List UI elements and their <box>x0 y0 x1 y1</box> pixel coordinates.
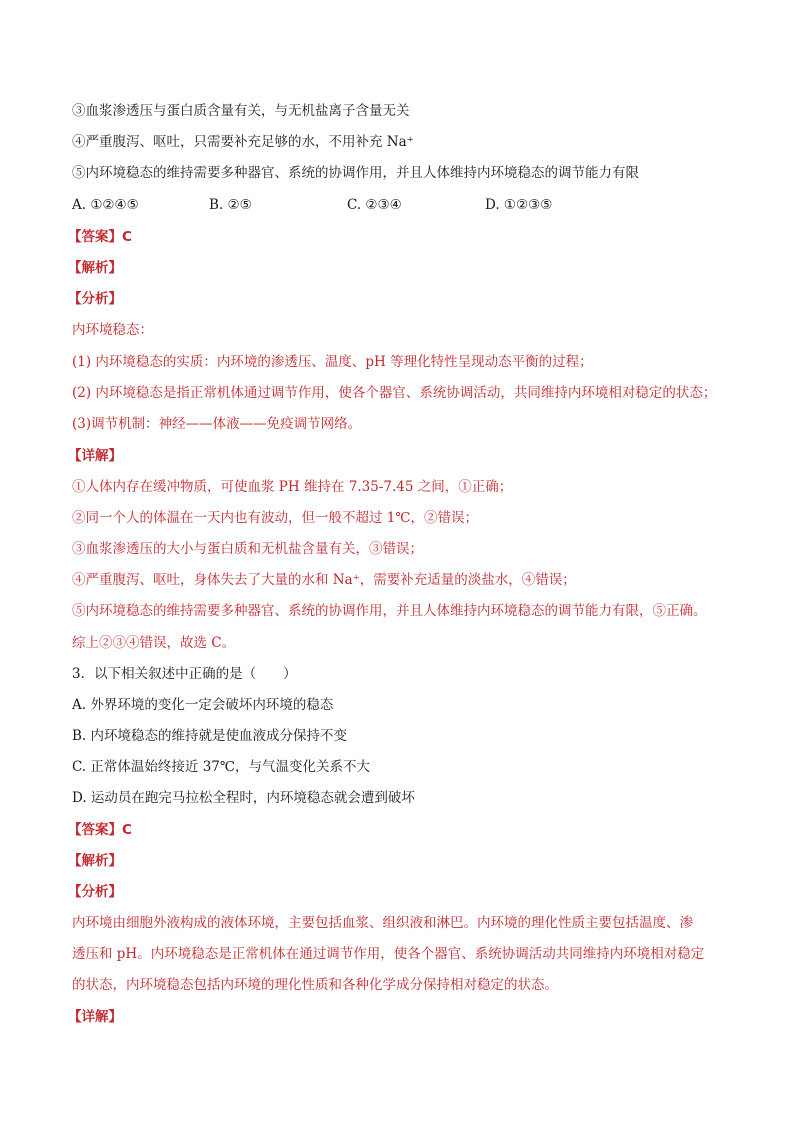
option-c: C. ②③④ <box>347 197 402 213</box>
q3-option-d: D. 运动员在跑完马拉松全程时，内环境稳态就会遭到破坏 <box>72 790 415 806</box>
q3-analysis-line-2: 透压和 pH。内环境稳态是正常机体在通过调节作用，使各个器官、系统协调活动共同维持内环境相对稳定 <box>72 946 705 962</box>
jiexi-label: 【解析】 <box>68 260 122 276</box>
analysis-line-2: (2) 内环境稳态是指正常机体通过调节作用，使各个器官、系统协调活动，共同维持内环境相对稳定的状态； <box>72 385 717 401</box>
detail-line-5: ⑤内环境稳态的维持需要多种器官、系统的协调作用，并且人体维持内环境稳态的调节能力有限，⑤正确。 <box>72 603 707 619</box>
detail-line-1: ①人体内存在缓冲物质，可使血浆 PH 维持在 7.35-7.45 之间，①正确； <box>72 479 513 495</box>
statement-4: ④严重腹泻、呕吐，只需要补充足够的水，不用补充 Na⁺ <box>72 134 414 150</box>
option-b: B. ②⑤ <box>209 197 252 213</box>
q3-option-b: B. 内环境稳态的维持就是使血液成分保持不变 <box>72 728 348 744</box>
question-3-stem: 3．以下相关叙述中正确的是（ ） <box>72 666 297 682</box>
q3-analysis-line-1: 内环境由细胞外液构成的液体环境，主要包括血浆、组织液和淋巴。内环境的理化性质主要包括温度、渗 <box>72 915 693 931</box>
analysis-line-1: (1) 内环境稳态的实质：内环境的渗透压、温度、pH 等理化特性呈现动态平衡的过程； <box>72 354 593 370</box>
q3-answer-label: 【答案】C <box>68 822 132 838</box>
detail-line-3: ③血浆渗透压的大小与蛋白质和无机盐含量有关，③错误； <box>72 541 423 557</box>
answer-label: 【答案】C <box>68 229 132 245</box>
detail-line-2: ②同一个人的体温在一天内也有波动，但一般不超过 1℃，②错误； <box>72 510 478 526</box>
option-d: D. ①②③⑤ <box>485 197 553 213</box>
statement-5: ⑤内环境稳态的维持需要多种器官、系统的协调作用，并且人体维持内环境稳态的调节能力有限 <box>72 165 639 181</box>
q3-jiexi-label: 【解析】 <box>68 853 122 869</box>
fenxi-label: 【分析】 <box>68 291 122 307</box>
xiangjie-label: 【详解】 <box>68 448 122 464</box>
summary-line: 综上②③④错误，故选 C。 <box>72 635 236 651</box>
option-a: A. ①②④⑤ <box>72 197 139 213</box>
q3-fenxi-label: 【分析】 <box>68 884 122 900</box>
analysis-line-3: (3)调节机制：神经——体液——免疫调节网络。 <box>72 416 362 432</box>
q3-option-c: C. 正常体温始终接近 37℃，与气温变化关系不大 <box>72 759 371 775</box>
q3-xiangjie-label: 【详解】 <box>68 1009 122 1025</box>
detail-line-4: ④严重腹泻、呕吐，身体失去了大量的水和 Na⁺，需要补充适量的淡盐水，④错误； <box>72 572 576 588</box>
q3-analysis-line-3: 的状态，内环境稳态包括内环境的理化性质和各种化学成分保持相对稳定的状态。 <box>72 977 558 993</box>
q3-option-a: A. 外界环境的变化一定会破坏内环境的稳态 <box>72 697 334 713</box>
analysis-title: 内环境稳态： <box>72 322 153 338</box>
statement-3: ③血浆渗透压与蛋白质含量有关，与无机盐离子含量无关 <box>72 103 410 119</box>
